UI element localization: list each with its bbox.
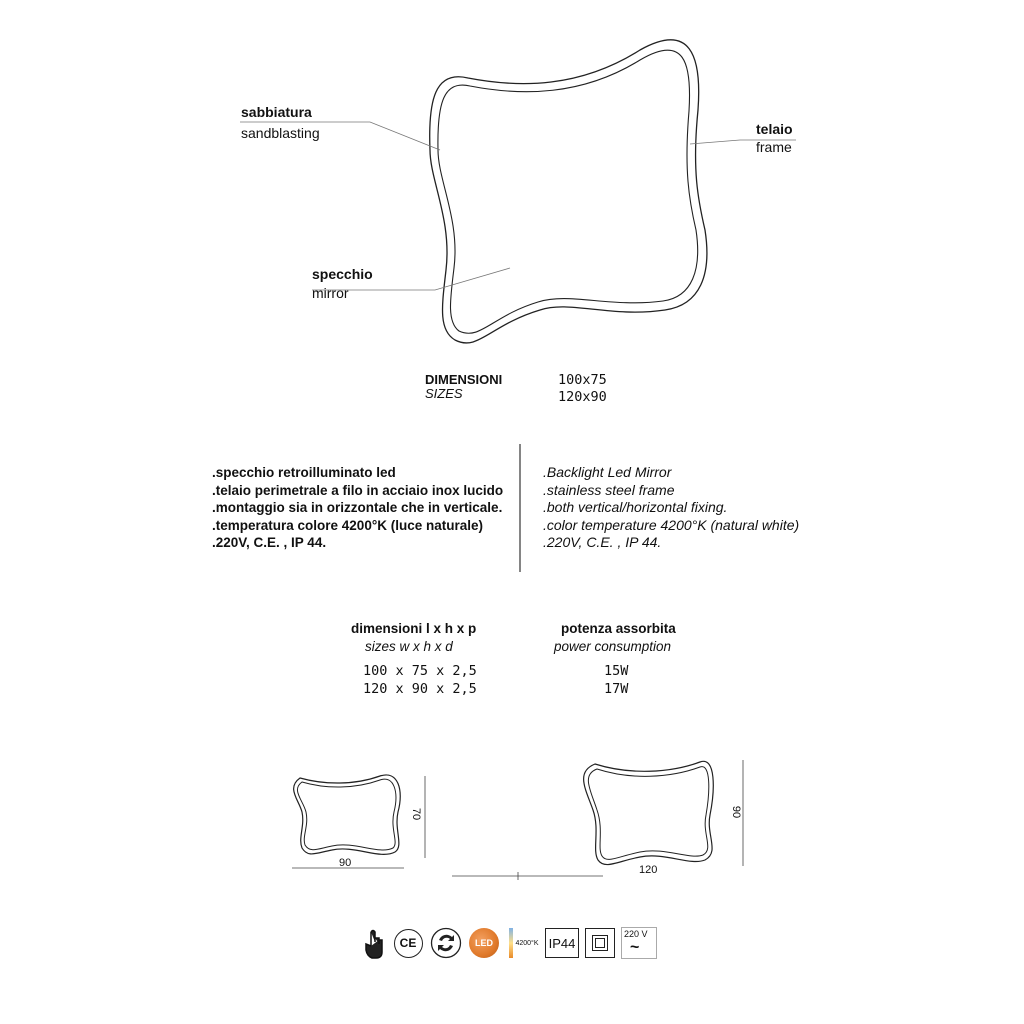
large-dimension-lines bbox=[452, 760, 743, 880]
voltage-icon bbox=[621, 926, 657, 960]
temperature-text: 4200°K bbox=[515, 939, 539, 947]
label-mirror: mirror bbox=[312, 285, 349, 301]
specs-col2-header: potenza assorbita bbox=[561, 621, 676, 636]
specs-power-1: 15W bbox=[604, 663, 629, 679]
ip44-text: IP44 bbox=[545, 928, 579, 958]
small-mirror-outline bbox=[294, 775, 401, 854]
specs-size-2: 120 x 90 x 2,5 bbox=[363, 681, 477, 697]
small-width-label: 90 bbox=[339, 857, 352, 869]
specs-col1-sub: sizes w x h x d bbox=[365, 639, 453, 654]
feature-it-4: .temperatura colore 4200°K (luce naturale) bbox=[212, 517, 483, 533]
rotate-icon bbox=[429, 926, 463, 960]
ce-mark-text: CE bbox=[394, 929, 423, 958]
label-sabbiatura: sabbiatura bbox=[241, 104, 312, 120]
specs-col2-sub: power consumption bbox=[554, 639, 672, 654]
small-height-label: 70 bbox=[410, 807, 423, 821]
feature-it-2: .telaio perimetrale a filo in acciaio inox lucido bbox=[212, 482, 504, 498]
dimension-value-2: 120x90 bbox=[558, 389, 607, 405]
color-temperature-icon bbox=[507, 926, 541, 960]
features-english bbox=[543, 464, 799, 552]
specs-size-1: 100 x 75 x 2,5 bbox=[363, 663, 477, 679]
dimensions-subtitle: SIZES bbox=[425, 386, 463, 401]
label-specchio: specchio bbox=[312, 266, 373, 282]
led-text: LED bbox=[469, 928, 499, 958]
feature-it-1: .specchio retroilluminato led bbox=[212, 465, 396, 480]
dimensions-title: DIMENSIONI bbox=[425, 372, 503, 387]
feature-en-3: .both vertical/horizontal fixing. bbox=[543, 499, 728, 516]
led-icon bbox=[468, 926, 500, 960]
mirror-frame-inner bbox=[438, 50, 698, 333]
specs-power-2: 17W bbox=[604, 681, 629, 697]
label-telaio: telaio bbox=[756, 121, 793, 137]
ip44-icon bbox=[545, 926, 579, 960]
voltage-text: 220 V bbox=[624, 929, 648, 939]
features-italian bbox=[212, 464, 503, 552]
label-sandblasting: sandblasting bbox=[241, 125, 320, 141]
temperature-gradient-bar bbox=[509, 928, 513, 958]
feature-en-2: .stainless steel frame bbox=[543, 481, 675, 498]
touch-switch-icon bbox=[362, 926, 386, 960]
large-height-label: 90 bbox=[730, 805, 743, 819]
specs-col1-header: dimensioni l x h x p bbox=[351, 621, 477, 636]
feature-it-5: .220V, C.E. , IP 44. bbox=[212, 535, 327, 551]
main-mirror-outline bbox=[430, 40, 707, 343]
feature-en-1: .Backlight Led Mirror bbox=[543, 464, 672, 480]
alternating-current-symbol: ~ bbox=[630, 939, 640, 956]
class-2-insulation-icon bbox=[584, 926, 616, 960]
feature-en-5: .220V, C.E. , IP 44. bbox=[543, 534, 662, 551]
large-width-label: 120 bbox=[639, 864, 658, 876]
feature-it-3: .montaggio sia in orizzontale che in verticale. bbox=[212, 500, 503, 516]
label-frame: frame bbox=[756, 139, 792, 155]
large-mirror-outline bbox=[584, 761, 714, 864]
ce-mark-icon bbox=[393, 926, 423, 960]
mirror-frame-outer bbox=[430, 40, 707, 343]
leader-lines bbox=[240, 122, 796, 290]
feature-en-4: .color temperature 4200°K (natural white) bbox=[543, 516, 800, 533]
dimension-value-1: 100x75 bbox=[558, 372, 607, 388]
